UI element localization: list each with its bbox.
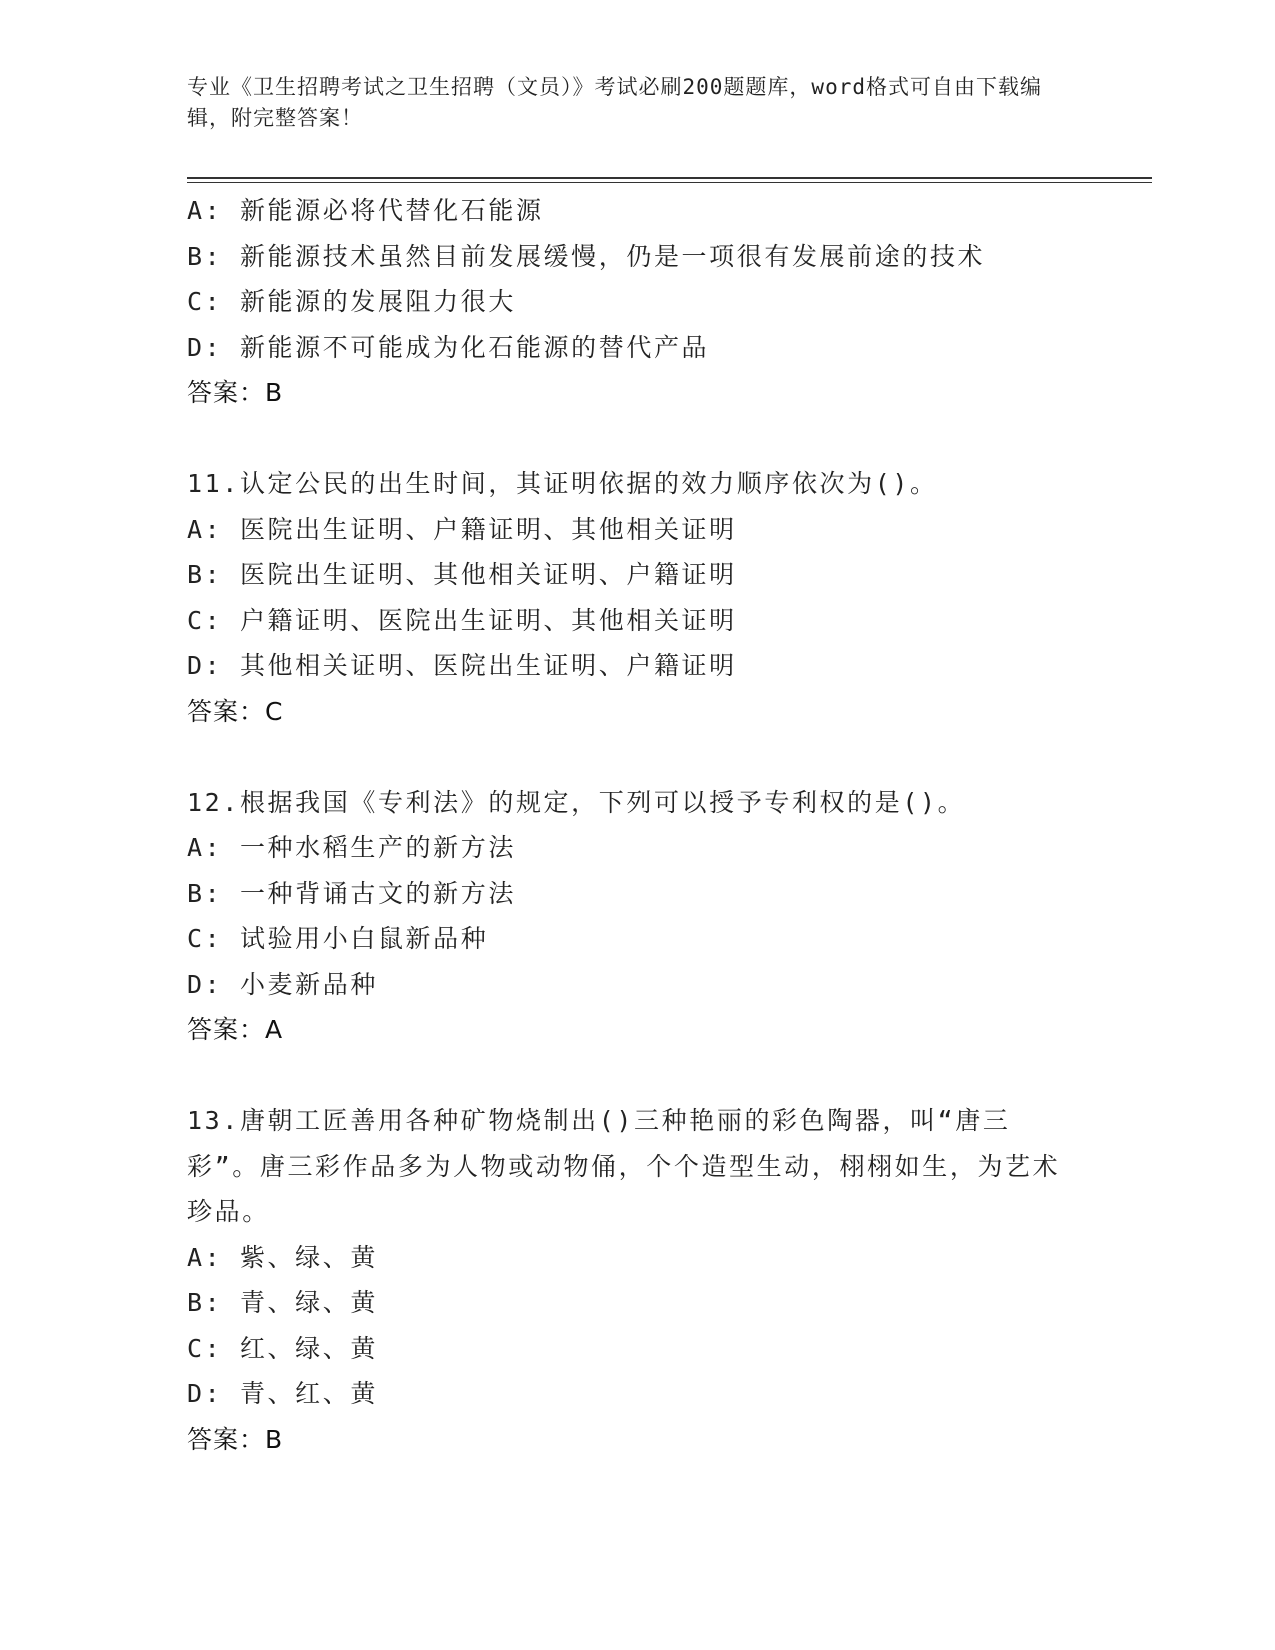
block-spacer — [187, 734, 1087, 780]
option-a: A: 医院出生证明、户籍证明、其他相关证明 — [187, 514, 737, 544]
question-stem: 11.认定公民的出生时间，其证明依据的效力顺序依次为()。 — [187, 469, 938, 498]
answer-line: 答案：A — [187, 1015, 284, 1044]
question-block-12 — [187, 780, 1087, 1053]
answer-line: 答案：C — [187, 696, 284, 726]
header-divider-thin — [187, 182, 1152, 183]
block-spacer — [187, 1053, 1087, 1099]
option-a: A: 一种水稻生产的新方法 — [187, 833, 516, 862]
option-c: C: 红、绿、黄 — [187, 1333, 378, 1363]
option-b: B: 一种背诵古文的新方法 — [187, 878, 516, 908]
block-spacer — [187, 416, 1087, 462]
option-b: B: 新能源技术虽然目前发展缓慢，仍是一项很有发展前途的技术 — [187, 241, 986, 271]
option-d: D: 青、红、黄 — [187, 1379, 378, 1408]
option-b: B: 医院出生证明、其他相关证明、户籍证明 — [187, 560, 737, 589]
answer-line: 答案：B — [187, 1424, 284, 1454]
question-list — [187, 188, 1087, 1462]
option-c: C: 新能源的发展阻力很大 — [187, 287, 516, 316]
option-c: C: 试验用小白鼠新品种 — [187, 924, 489, 953]
question-block-10 — [187, 188, 1087, 416]
question-block-11 — [187, 461, 1087, 734]
answer-line: 答案：B — [187, 378, 284, 407]
question-block-13 — [187, 1098, 1087, 1462]
question-stem: 13.唐朝工匠善用各种矿物烧制出()三种艳丽的彩色陶器，叫“唐三彩”。唐三彩作品多为人物或动物俑，个个造型生动，栩栩如生，为艺术珍品。 — [187, 1106, 1061, 1226]
option-b: B: 青、绿、黄 — [187, 1288, 378, 1317]
option-a: A: 紫、绿、黄 — [187, 1242, 378, 1272]
document-header: 专业《卫生招聘考试之卫生招聘（文员）》考试必刷200题题库，word格式可自由下载编辑，附完整答案！ — [187, 75, 1042, 130]
option-d: D: 小麦新品种 — [187, 969, 378, 999]
option-d: D: 新能源不可能成为化石能源的替代产品 — [187, 332, 710, 362]
option-c: C: 户籍证明、医院出生证明、其他相关证明 — [187, 605, 737, 635]
option-a: A: 新能源必将代替化石能源 — [187, 196, 544, 225]
option-d: D: 其他相关证明、医院出生证明、户籍证明 — [187, 651, 737, 680]
header-divider-thick — [187, 177, 1152, 179]
question-stem: 12.根据我国《专利法》的规定，下列可以授予专利权的是()。 — [187, 787, 966, 817]
